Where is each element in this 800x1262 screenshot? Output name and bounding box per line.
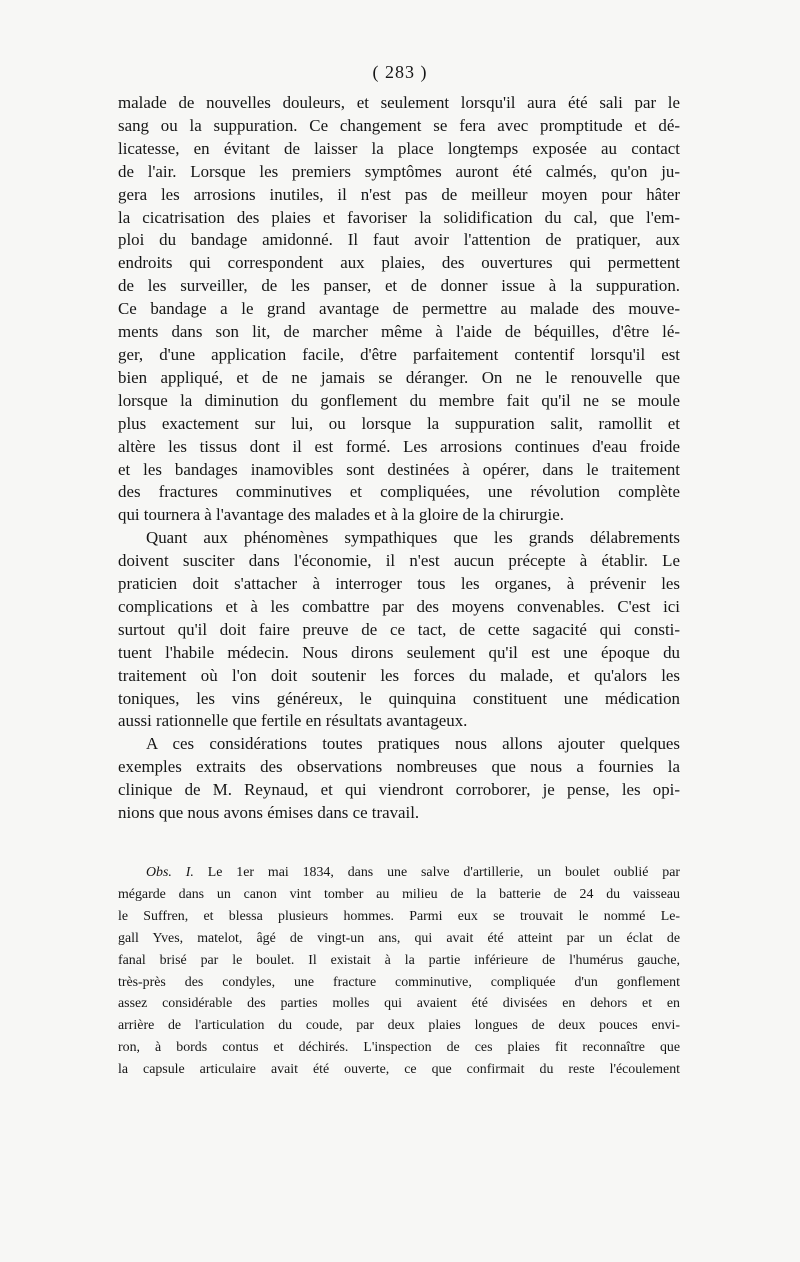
observation-line: gall Yves, matelot, âgé de vingt-un ans, qui avait été atteint par un éclat de <box>118 930 680 946</box>
body-line: Ce bandage a le grand avantage de permettre au malade des mouve- <box>118 299 680 319</box>
body-line: malade de nouvelles douleurs, et seulement lorsqu'il aura été sali par le <box>118 93 680 112</box>
body-line: gera les arrosions inutiles, il n'est pas de meilleur moyen pour hâter <box>118 184 680 204</box>
body-line: clinique de M. Reynaud, et qui viendront corroborer, je pense, les opi- <box>118 780 680 800</box>
body-line: plus exactement sur lui, ou lorsque la suppuration salit, ramollit et <box>118 413 680 433</box>
observation-line: la capsule articulaire avait été ouverte, ce que confirmait du reste l'écoulement <box>118 1062 680 1078</box>
body-line: surtout qu'il doit faire preuve de ce tact, de cette sagacité qui consti- <box>118 619 680 639</box>
observation-line: mégarde dans un canon vint tomber au milieu de la batterie de 24 du vaisseau <box>118 886 680 902</box>
observation-first-line <box>118 862 680 884</box>
body-line: ments dans son lit, de marcher même à l'aide de béquilles, d'être lé- <box>118 322 680 342</box>
body-line: bien appliqué, et de ne jamais se déranger. On ne le renouvelle que <box>118 367 680 387</box>
observation-line: fanal brisé par le boulet. Il existait à la partie inférieure de l'humérus gauche, <box>118 952 680 968</box>
body-line: aussi rationnelle que fertile en résultats avantageux. <box>118 711 468 731</box>
body-line: traitement où l'on doit soutenir les forces du malade, et qu'alors les <box>118 665 680 685</box>
body-line: la cicatrisation des plaies et favoriser la solidification du cal, que l'em- <box>118 207 680 227</box>
observation-text <box>118 862 680 1081</box>
body-line: tuent l'habile médecin. Nous dirons seulement qu'il est une époque du <box>118 642 680 662</box>
body-line: des fractures comminutives et compliquées, une révolution complète <box>118 482 680 502</box>
observation-line: le Suffren, et blessa plusieurs hommes. Parmi eux se trouvait le nommé Le- <box>118 908 680 924</box>
body-line: licatesse, en évitant de laisser la place longtemps exposée au contact <box>118 138 680 158</box>
observation-label: Obs. I. <box>146 865 194 880</box>
page-number: ( 283 ) <box>372 62 428 82</box>
body-line: altère les tissus dont il est formé. Les arrosions continues d'eau froide <box>118 436 680 456</box>
body-line: ger, d'une application facile, d'être parfaitement contentif lorsqu'il est <box>118 344 680 364</box>
body-line: de les surveiller, de les panser, et de donner issue à la suppuration. <box>118 276 680 296</box>
body-line: doivent susciter dans l'économie, il n'est aucun précepte à établir. Le <box>118 551 680 571</box>
body-line: lorsque la diminution du gonflement du membre fait qu'il ne se moule <box>118 390 680 410</box>
body-line: endroits qui correspondent aux plaies, des ouvertures qui permettent <box>118 253 680 273</box>
body-line: qui tournera à l'avantage des malades et à la gloire de la chirurgie. <box>118 505 564 525</box>
body-line: toniques, les vins généreux, le quinquina constituent une médication <box>118 688 680 708</box>
observation-line: arrière de l'articulation du coude, par deux plaies longues de deux pouces envi- <box>118 1018 680 1034</box>
body-line: sang ou la suppuration. Ce changement se fera avec promptitude et dé- <box>118 115 680 135</box>
body-line: et les bandages inamovibles sont destinées à opérer, dans le traitement <box>118 459 680 479</box>
body-line: ploi du bandage amidonné. Il faut avoir l'attention de pratiquer, aux <box>118 230 680 250</box>
body-line: de l'air. Lorsque les premiers symptômes auront été calmés, qu'on ju- <box>118 161 680 181</box>
observation-first-line-text: Le 1er mai 1834, dans une salve d'artillerie, un boulet oublié par <box>207 865 680 880</box>
body-line: nions que nous avons émises dans ce travail. <box>118 803 420 823</box>
body-line: praticien doit s'attacher à interroger tous les organes, à prévenir les <box>118 574 680 594</box>
body-line: complications et à les combattre par des moyens convenables. C'est ici <box>118 596 680 616</box>
observation-line: assez considérable des parties molles qui avaient été divisées en dehors et en <box>118 996 680 1012</box>
observation-line: très-près des condyles, une fracture comminutive, compliquée d'un gonflement <box>118 974 680 990</box>
body-line: Quant aux phénomènes sympathiques que les grands délabrements <box>146 528 680 548</box>
observation-line: ron, à bords contus et déchirés. L'inspection de ces plaies fit reconnaître que <box>118 1040 680 1056</box>
body-text <box>118 92 680 825</box>
body-line: A ces considérations toutes pratiques nous allons ajouter quelques <box>146 734 680 754</box>
body-line: exemples extraits des observations nombreuses que nous a fournies la <box>118 757 680 777</box>
